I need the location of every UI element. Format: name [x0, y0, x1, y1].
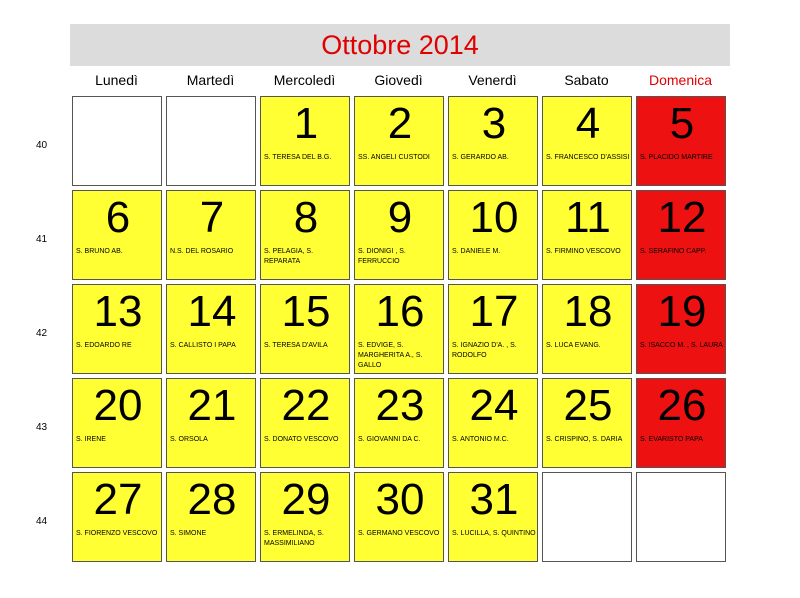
day-cell[interactable]: [260, 472, 350, 562]
day-cell[interactable]: [448, 378, 538, 468]
day-cell[interactable]: [542, 378, 632, 468]
day-cell[interactable]: [354, 284, 444, 374]
day-cell[interactable]: [72, 472, 162, 562]
day-number: 14: [187, 287, 237, 336]
saint-name: S. ANTONIO M.C.: [452, 436, 509, 443]
day-number: 2: [387, 99, 413, 148]
day-number: 17: [469, 287, 519, 336]
saint-name: S. CRISPINO, S. DARIA: [546, 436, 623, 443]
week-number: 40: [36, 140, 48, 151]
day-number: 19: [657, 287, 707, 336]
calendar-title: Ottobre 2014: [321, 30, 479, 60]
saint-name: S. TERESA D'AVILA: [264, 342, 328, 349]
saint-name: S. ORSOLA: [170, 436, 208, 443]
day-cell[interactable]: [354, 378, 444, 468]
day-number: 15: [281, 287, 331, 336]
day-number: 1: [293, 99, 319, 148]
saint-name: S. LUCILLA, S. QUINTINO: [452, 530, 536, 537]
day-cell[interactable]: [72, 284, 162, 374]
day-cell[interactable]: [542, 284, 632, 374]
saint-name: S. EVARISTO PAPA: [640, 436, 703, 443]
saint-name: S. FIORENZO VESCOVO: [76, 530, 158, 537]
weekday-6: Domenica: [648, 72, 713, 88]
day-number: 9: [387, 193, 413, 242]
saint-name: S. ISACCO M. , S. LAURA: [640, 342, 723, 349]
day-cell[interactable]: [260, 96, 350, 186]
day-cell[interactable]: [636, 378, 726, 468]
day-number: 31: [469, 475, 519, 524]
day-cell[interactable]: [166, 190, 256, 280]
empty-day-cell: [636, 472, 726, 562]
day-number: 11: [565, 193, 611, 242]
saint-name: S. SIMONE: [170, 530, 207, 537]
day-number: 23: [375, 381, 425, 430]
saint-name: S. PELAGIA, S. REPARATA: [264, 248, 314, 265]
saint-name: N.S. DEL ROSARIO: [170, 248, 234, 255]
day-number: 6: [105, 193, 131, 242]
empty-day-cell: [166, 96, 256, 186]
day-number: 27: [93, 475, 143, 524]
weekday-2: Mercoledì: [273, 72, 336, 88]
saint-name: S. DANIELE M.: [452, 248, 501, 255]
weekday-5: Sabato: [564, 72, 609, 88]
week-number: 41: [36, 234, 48, 245]
saint-name: S. BRUNO AB.: [76, 248, 123, 255]
weekday-1: Martedì: [186, 72, 235, 88]
day-cell[interactable]: [448, 190, 538, 280]
day-number: 16: [375, 287, 425, 336]
day-number: 22: [281, 381, 331, 430]
week-number: 44: [36, 516, 48, 527]
saint-name: S. CALLISTO I PAPA: [170, 342, 236, 349]
saint-name: SS. ANGELI CUSTODI: [358, 154, 430, 161]
day-number: 3: [481, 99, 507, 148]
day-cell[interactable]: [260, 284, 350, 374]
day-number: 21: [187, 381, 237, 430]
day-number: 18: [563, 287, 613, 336]
day-cell[interactable]: [542, 96, 632, 186]
saint-name: S. EDOARDO RE: [76, 342, 132, 349]
day-cell[interactable]: [72, 378, 162, 468]
saint-name: S. FRANCESCO D'ASSISI: [546, 154, 630, 161]
day-cell[interactable]: [354, 472, 444, 562]
day-number: 26: [657, 381, 707, 430]
day-cell[interactable]: [260, 378, 350, 468]
saint-name: S. DIONIGI , S. FERRUCCIO: [358, 248, 406, 265]
saint-name: S. GIOVANNI DA C.: [358, 436, 421, 443]
day-cell[interactable]: [166, 472, 256, 562]
day-number: 7: [199, 193, 225, 242]
day-cell[interactable]: [448, 284, 538, 374]
day-cell[interactable]: [260, 190, 350, 280]
weekday-4: Venerdì: [468, 72, 517, 88]
weekday-0: Lunedì: [95, 72, 138, 88]
saint-name: S. ERMELINDA, S. MASSIMILIANO: [264, 530, 324, 547]
empty-day-cell: [542, 472, 632, 562]
day-cell[interactable]: [354, 190, 444, 280]
day-number: 10: [469, 193, 519, 242]
day-number: 24: [469, 381, 519, 430]
day-cell[interactable]: [448, 96, 538, 186]
day-cell[interactable]: [448, 472, 538, 562]
day-cell[interactable]: [166, 284, 256, 374]
saint-name: S. PLACIDO MARTIRE: [640, 154, 713, 161]
day-number: 29: [281, 475, 331, 524]
day-number: 28: [187, 475, 237, 524]
saint-name: S. EDVIGE, S. MARGHERITA A., S. GALLO: [358, 342, 423, 369]
saint-name: S. IGNAZIO D'A. , S. RODOLFO: [452, 342, 517, 359]
title-bar: [70, 24, 730, 66]
saint-name: S. FIRMINO VESCOVO: [546, 248, 621, 255]
day-number: 20: [93, 381, 143, 430]
weekday-header: [0, 70, 800, 90]
day-number: 4: [575, 99, 601, 148]
weekday-3: Giovedì: [374, 72, 423, 88]
day-number: 13: [93, 287, 143, 336]
saint-name: S. IRENE: [76, 436, 106, 443]
saint-name: S. TERESA DEL B.G.: [264, 154, 332, 161]
day-cell[interactable]: [636, 190, 726, 280]
day-number: 8: [293, 193, 319, 242]
saint-name: S. GERMANO VESCOVO: [358, 530, 440, 537]
day-number: 12: [657, 193, 707, 242]
day-cell[interactable]: [636, 96, 726, 186]
saint-name: S. GERARDO AB.: [452, 154, 509, 161]
day-number: 30: [375, 475, 425, 524]
day-number: 25: [563, 381, 613, 430]
day-cell[interactable]: [72, 190, 162, 280]
day-number: 5: [669, 99, 695, 148]
saint-name: S. SERAFINO CAPP.: [640, 248, 707, 255]
week-number: 43: [36, 422, 48, 433]
day-cell[interactable]: [166, 378, 256, 468]
week-number: 42: [36, 328, 48, 339]
empty-day-cell: [72, 96, 162, 186]
day-cell[interactable]: [636, 284, 726, 374]
day-cell[interactable]: [354, 96, 444, 186]
day-cell[interactable]: [542, 190, 632, 280]
saint-name: S. LUCA EVANG.: [546, 342, 601, 349]
saint-name: S. DONATO VESCOVO: [264, 436, 339, 443]
